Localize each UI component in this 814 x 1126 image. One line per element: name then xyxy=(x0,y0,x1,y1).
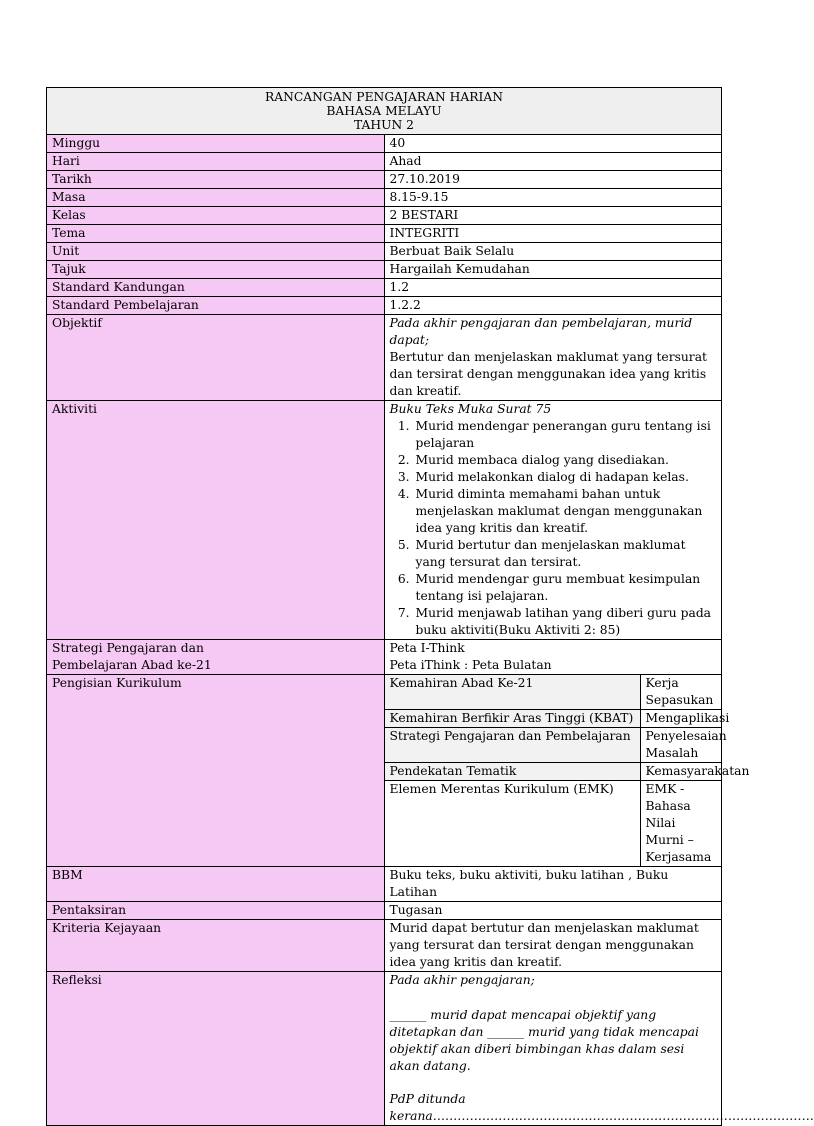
row-kelas xyxy=(47,207,722,225)
row-hari xyxy=(47,153,722,171)
label-strategi-line1: Strategi Pengajaran dan xyxy=(52,641,204,655)
objektif-intro: Pada akhir pengajaran dan pembelajaran, murid dapat; xyxy=(389,316,693,347)
aktiviti-list xyxy=(390,418,717,639)
refleksi-line3: PdP ditunda kerana………………………………………………………………………………… xyxy=(389,1092,814,1123)
kurikulum-table xyxy=(385,675,750,866)
label-standard-kandungan: Standard Kandungan xyxy=(47,279,385,297)
label-masa: Masa xyxy=(47,189,385,207)
header-subject: BAHASA MELAYU xyxy=(326,104,442,118)
row-kurikulum xyxy=(47,675,722,867)
label-bbm: BBM xyxy=(47,867,385,902)
header-row xyxy=(47,88,722,135)
strategi-line2: Peta iThink : Peta Bulatan xyxy=(389,658,552,672)
value-unit: Berbuat Baik Selalu xyxy=(384,243,722,261)
row-refleksi xyxy=(47,972,722,1126)
table-row xyxy=(385,675,722,710)
value-kriteria: Murid dapat bertutur dan menjelaskan maklumat yang tersurat dan tersirat dengan menggunakan idea yang kritis dan kreatif. xyxy=(384,920,722,972)
refleksi-line2: ______ murid dapat mencapai objektif yang ditetapkan dan ______ murid yang tidak mencapai objektif akan diberi bimbingan khas dalam sesi akan datang. xyxy=(389,1008,699,1073)
kurikulum-key: Strategi Pengajaran dan Pembelajaran xyxy=(385,728,641,763)
label-tarikh: Tarikh xyxy=(47,171,385,189)
list-item: 6. Murid mendengar guru membuat kesimpulan tentang isi pelajaran. xyxy=(414,571,717,605)
label-pentaksiran: Pentaksiran xyxy=(47,902,385,920)
value-bbm: Buku teks, buku aktiviti, buku latihan , Buku Latihan xyxy=(384,867,722,902)
list-item: 1. Murid mendengar penerangan guru tentang isi pelajaran xyxy=(414,418,717,452)
label-strategi-line2: Pembelajaran Abad ke-21 xyxy=(52,658,212,672)
kurikulum-key: Pendekatan Tematik xyxy=(385,763,641,781)
row-tarikh xyxy=(47,171,722,189)
kurikulum-value: Mengaplikasi xyxy=(640,710,721,728)
value-tarikh: 27.10.2019 xyxy=(384,171,722,189)
kurikulum-value: Penyelesaian Masalah xyxy=(640,728,721,763)
refleksi-line1: Pada akhir pengajaran; xyxy=(389,973,535,987)
value-kurikulum xyxy=(384,675,750,867)
kurikulum-value xyxy=(640,781,721,867)
document-header xyxy=(47,88,722,135)
label-hari: Hari xyxy=(47,153,385,171)
value-standard-kandungan: 1.2 xyxy=(384,279,722,297)
strategi-line1: Peta I-Think xyxy=(389,641,465,655)
kurikulum-value: Kerja Sepasukan xyxy=(640,675,721,710)
row-unit xyxy=(47,243,722,261)
value-kelas: 2 BESTARI xyxy=(384,207,722,225)
list-item: 2. Murid membaca dialog yang disediakan. xyxy=(414,452,717,469)
value-aktiviti xyxy=(384,401,722,640)
label-kelas: Kelas xyxy=(47,207,385,225)
value-tajuk: Hargailah Kemudahan xyxy=(384,261,722,279)
label-minggu: Minggu xyxy=(47,135,385,153)
label-aktiviti: Aktiviti xyxy=(47,401,385,640)
kurikulum-key: Kemahiran Abad Ke-21 xyxy=(385,675,641,710)
kurikulum-key: Elemen Merentas Kurikulum (EMK) xyxy=(385,781,641,867)
value-refleksi xyxy=(384,972,814,1126)
row-standard-pembelajaran xyxy=(47,297,722,315)
emk-value-1: EMK - Bahasa xyxy=(645,782,691,813)
value-tema: INTEGRITI xyxy=(384,225,722,243)
row-kriteria xyxy=(47,920,722,972)
label-tajuk: Tajuk xyxy=(47,261,385,279)
list-item: 5. Murid bertutur dan menjelaskan maklumat yang tersurat dan tersirat. xyxy=(414,537,717,571)
row-tema xyxy=(47,225,722,243)
header-year: TAHUN 2 xyxy=(354,118,414,132)
list-item: 3. Murid melakonkan dialog di hadapan kelas. xyxy=(414,469,717,486)
objektif-text: Bertutur dan menjelaskan maklumat yang tersurat dan tersirat dengan menggunakan idea yang kritis dan kreatif. xyxy=(389,350,707,398)
table-row xyxy=(385,710,722,728)
row-standard-kandungan xyxy=(47,279,722,297)
row-pentaksiran xyxy=(47,902,722,920)
list-item: 4. Murid diminta memahami bahan untuk menjelaskan maklumat dengan menggunakan idea yang kritis dan kreatif. xyxy=(414,486,717,537)
table-row xyxy=(385,728,722,763)
header-title: RANCANGAN PENGAJARAN HARIAN xyxy=(264,90,503,104)
kurikulum-key: Kemahiran Berfikir Aras Tinggi (KBAT) xyxy=(385,710,641,728)
row-minggu xyxy=(47,135,722,153)
value-pentaksiran: Tugasan xyxy=(384,902,722,920)
list-item: 7. Murid menjawab latihan yang diberi guru pada buku aktiviti(Buku Aktiviti 2: 85) xyxy=(414,605,717,639)
value-strategi xyxy=(384,640,722,675)
value-hari: Ahad xyxy=(384,153,722,171)
label-tema: Tema xyxy=(47,225,385,243)
label-refleksi: Refleksi xyxy=(47,972,385,1126)
kurikulum-value: Kemasyarakatan xyxy=(640,763,721,781)
value-minggu: 40 xyxy=(384,135,722,153)
row-objektif xyxy=(47,315,722,401)
lesson-plan xyxy=(46,87,814,1126)
table-row xyxy=(385,763,722,781)
label-standard-pembelajaran: Standard Pembelajaran xyxy=(47,297,385,315)
row-bbm xyxy=(47,867,722,902)
row-tajuk xyxy=(47,261,722,279)
row-strategi xyxy=(47,640,722,675)
label-kriteria: Kriteria Kejayaan xyxy=(47,920,385,972)
label-unit: Unit xyxy=(47,243,385,261)
label-objektif: Objektif xyxy=(47,315,385,401)
value-objektif xyxy=(384,315,722,401)
aktiviti-source: Buku Teks Muka Surat 75 xyxy=(389,402,552,416)
row-masa xyxy=(47,189,722,207)
value-standard-pembelajaran: 1.2.2 xyxy=(384,297,722,315)
label-kurikulum: Pengisian Kurikulum xyxy=(47,675,385,867)
label-strategi xyxy=(47,640,385,675)
value-masa: 8.15-9.15 xyxy=(384,189,722,207)
row-aktiviti xyxy=(47,401,722,640)
table-row xyxy=(385,781,722,867)
emk-value-2: Nilai Murni – Kerjasama xyxy=(645,816,712,864)
lesson-plan-table xyxy=(46,87,814,1126)
